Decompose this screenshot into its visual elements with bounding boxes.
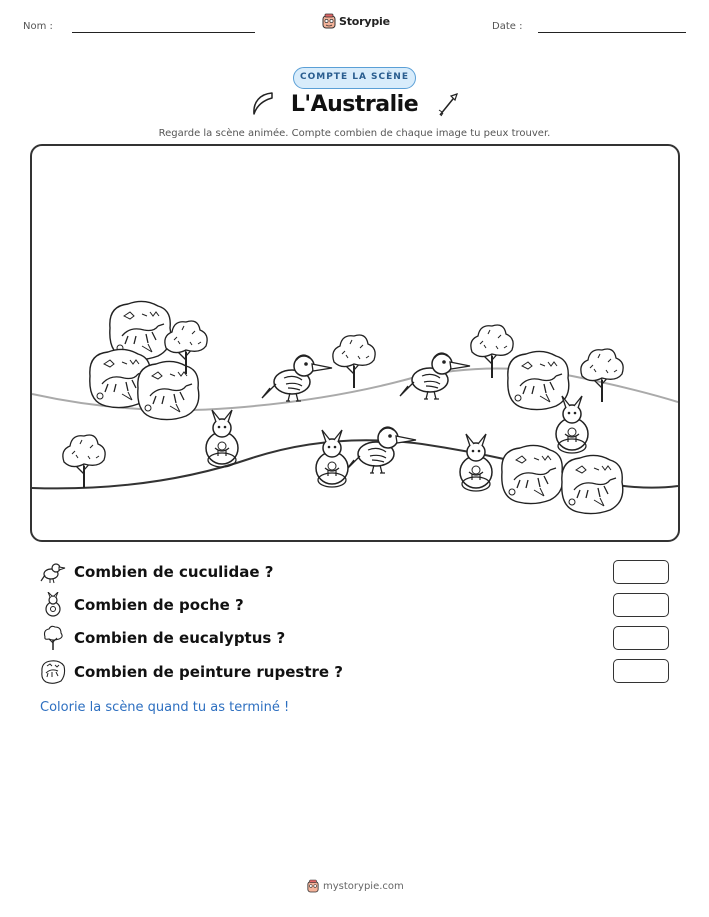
footer — [307, 879, 404, 893]
spear-icon — [436, 90, 462, 118]
tree-3 — [471, 325, 513, 378]
instructions: Regarde la scène animée. Compte combien de chaque image tu peux trouver. — [158, 128, 551, 139]
tree-icon — [40, 625, 66, 651]
painting-4 — [508, 351, 569, 409]
bird-icon — [40, 559, 66, 585]
question-text: Combien de eucalyptus ? — [74, 629, 286, 647]
painting-5 — [502, 445, 563, 503]
storypie-mascot-icon — [307, 879, 319, 893]
question-text: Combien de peinture rupestre ? — [74, 663, 343, 681]
kangaroo-1 — [206, 410, 238, 467]
footer-url[interactable]: mystorypie.com — [323, 880, 404, 892]
question-peinture-rupestre — [40, 659, 343, 685]
date-line[interactable] — [538, 32, 686, 33]
storypie-mascot-icon — [322, 13, 336, 29]
question-poche — [40, 592, 244, 618]
brand-name: Storypie — [339, 14, 390, 28]
kangaroo-2 — [316, 430, 348, 487]
question-cuculidae — [40, 559, 273, 585]
date-label: Date : — [492, 21, 523, 32]
brand-logo — [322, 13, 390, 29]
tree-4 — [581, 349, 623, 402]
painting-icon — [40, 659, 66, 685]
answer-box-eucalyptus[interactable] — [613, 626, 669, 650]
question-text: Combien de poche ? — [74, 596, 244, 614]
name-label: Nom : — [23, 21, 53, 32]
tree-5 — [63, 435, 105, 488]
closing-instruction: Colorie la scène quand tu as terminé ! — [40, 700, 290, 715]
bird-2 — [400, 353, 470, 399]
kangaroo-4 — [556, 396, 588, 453]
tree-2 — [333, 335, 375, 388]
question-text: Combien de cuculidae ? — [74, 563, 274, 581]
answer-box-peinture-rupestre[interactable] — [613, 659, 669, 683]
kangaroo-3 — [460, 434, 492, 491]
kangaroo-icon — [40, 592, 66, 618]
counting-scene — [30, 144, 680, 542]
name-line[interactable] — [72, 32, 255, 33]
painting-3 — [138, 361, 199, 419]
page-title: L'Australie — [290, 92, 419, 117]
activity-badge: COMPTE LA SCÈNE — [293, 67, 416, 89]
painting-6 — [562, 455, 623, 513]
bird-3 — [346, 427, 416, 473]
question-eucalyptus — [40, 625, 285, 651]
answer-box-poche[interactable] — [613, 593, 669, 617]
bird-1 — [262, 355, 332, 401]
answer-box-cuculidae[interactable] — [613, 560, 669, 584]
